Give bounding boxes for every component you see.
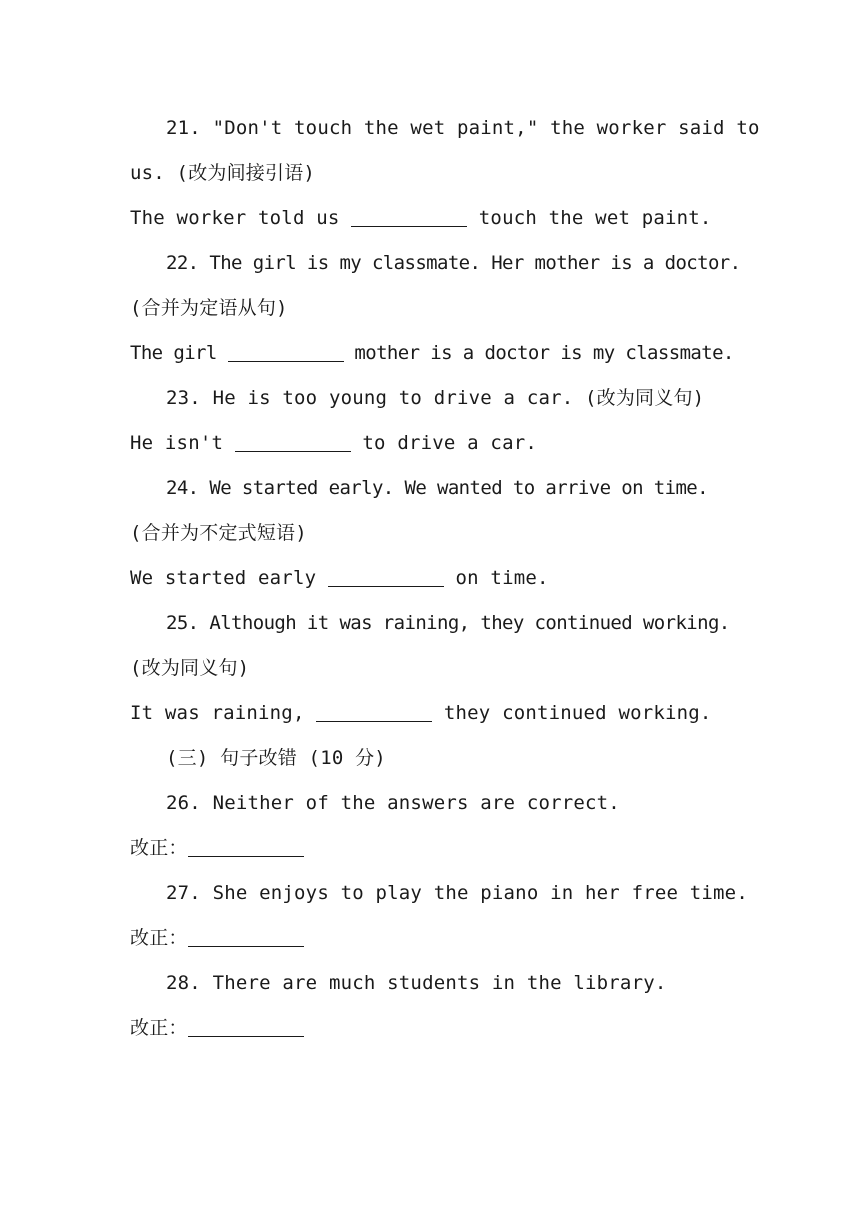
question-number: 26.: [166, 792, 201, 814]
answer-text-after: touch the wet paint.: [478, 207, 712, 229]
question-prompt: Neither of the answers are correct.: [212, 792, 620, 814]
answer-text-before: We started early: [130, 567, 317, 589]
correction-blank[interactable]: [188, 855, 304, 857]
answer-text-after: to drive a car.: [362, 432, 537, 454]
answer-text-before: It was raining,: [130, 702, 305, 724]
question-28: [166, 961, 740, 1006]
answer-line-25: [130, 691, 740, 736]
question-number: 28.: [166, 972, 201, 994]
correction-line-28: [130, 1006, 740, 1051]
question-21: [166, 106, 760, 151]
question-prompt: "Don't touch the wet paint," the worker said to: [212, 117, 760, 139]
question-24-instruction: (合并为不定式短语): [130, 522, 307, 544]
answer-blank[interactable]: [316, 720, 432, 722]
answer-text-before: The worker told us: [130, 207, 340, 229]
answer-text-before: The girl: [130, 342, 217, 364]
question-prompt: The girl is my classmate. Her mother is a doctor.: [209, 252, 741, 274]
correction-blank[interactable]: [188, 1035, 304, 1037]
section-heading: (三) 句子改错 (10 分): [166, 747, 386, 769]
question-27: [166, 871, 748, 916]
answer-text-before: He isn't: [130, 432, 224, 454]
answer-line-24: [130, 556, 740, 601]
correction-label: 改正：: [130, 927, 188, 949]
question-22: [166, 241, 740, 286]
question-21-instruction: us. (改为间接引语): [130, 162, 316, 184]
question-number: 27.: [166, 882, 201, 904]
question-prompt: We started early. We wanted to arrive on time.: [209, 477, 708, 499]
answer-text-after: they continued working.: [443, 702, 712, 724]
question-22-instruction: (合并为定语从句): [130, 297, 288, 319]
answer-text-after: mother is a doctor is my classmate.: [354, 342, 734, 364]
correction-line-27: [130, 916, 740, 961]
question-number: 22.: [166, 252, 199, 274]
correction-line-26: [130, 826, 740, 871]
question-number: 24.: [166, 477, 199, 499]
question-number: 21.: [166, 117, 201, 139]
question-25-instruction: (改为同义句): [130, 657, 250, 679]
answer-blank[interactable]: [328, 585, 444, 587]
answer-blank[interactable]: [235, 450, 351, 452]
question-23: [166, 376, 740, 421]
question-prompt: Although it was raining, they continued working.: [209, 612, 730, 634]
question-26: [166, 781, 740, 826]
question-number: 23.: [166, 387, 201, 409]
question-prompt: He is too young to drive a car. (改为同义句): [212, 387, 705, 409]
question-25: [166, 601, 740, 646]
answer-text-after: on time.: [455, 567, 549, 589]
question-prompt: There are much students in the library.: [212, 972, 667, 994]
question-number: 25.: [166, 612, 199, 634]
answer-blank[interactable]: [351, 225, 467, 227]
correction-label: 改正：: [130, 1017, 188, 1039]
answer-blank[interactable]: [228, 360, 344, 362]
answer-line-22: [130, 331, 740, 376]
answer-line-23: [130, 421, 740, 466]
question-prompt: She enjoys to play the piano in her free time.: [212, 882, 748, 904]
question-24: [166, 466, 740, 511]
correction-blank[interactable]: [188, 945, 304, 947]
correction-label: 改正：: [130, 837, 188, 859]
answer-line-21: [130, 196, 740, 241]
